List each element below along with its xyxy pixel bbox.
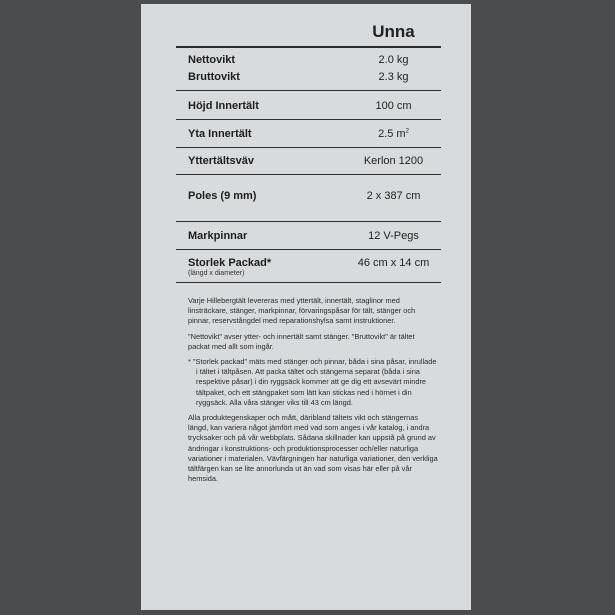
- divider: [176, 174, 441, 175]
- label-poles: Poles (9 mm): [188, 190, 257, 202]
- spec-sheet: [141, 4, 471, 610]
- label-storlek: Storlek Packad*: [188, 257, 272, 269]
- divider: [176, 249, 441, 250]
- divider: [176, 147, 441, 148]
- value-poles: 2 x 387 cm: [366, 190, 421, 202]
- label-hojd: Höjd Innertält: [188, 100, 259, 112]
- label-yttertaltsvav: Yttertältsväv: [188, 155, 255, 167]
- value-bruttovikt: 2.3 kg: [378, 71, 409, 83]
- value-markpinnar: 12 V-Pegs: [368, 230, 419, 242]
- divider: [176, 90, 441, 91]
- paragraph-disclaimer: Alla produktegenskaper och mått, däribland tältets vikt och stängernas längd, kan variera något jämfört med vad som anges i vår katalog, i andra trycksaker och på vår webbplats. Sådana skillnader kan uppstå på grund av ändringar i konstruktions- och produktionsprocesser och/eller naturliga variationer i materialen. Vävfärgningen har naturliga variationer, den verkliga tältfärgen kan se lite annorlunda ut än vad som visas här eller på vår hemsida.: [188, 413, 438, 484]
- divider: [176, 282, 441, 283]
- label-bruttovikt: Bruttovikt: [188, 71, 240, 83]
- divider: [176, 119, 441, 120]
- label-storlek-sub: (längd x diameter): [188, 270, 245, 277]
- paragraph-contents: Varje Hillebergtält levereras med yttertält, innertält, staglinor med linsträckare, stänger, markpinnar, förvaringspåsar för tält, stänger och pinnar, reservstångdel med reparationshylsa samt instruktioner.: [188, 296, 416, 326]
- info-text: [188, 296, 438, 489]
- label-yta: Yta Innertält: [188, 128, 252, 140]
- value-yta: 2.5 $m^2$: [378, 128, 409, 140]
- divider: [176, 221, 441, 222]
- value-hojd: 100 cm: [375, 100, 412, 112]
- product-title: Unna: [372, 22, 415, 41]
- value-storlek: 46 cm x 14 cm: [357, 257, 430, 269]
- divider: [176, 46, 441, 48]
- value-yttertaltsvav: Kerlon 1200: [363, 155, 424, 167]
- label-nettovikt: Nettovikt: [188, 54, 236, 66]
- paragraph-packed-note: * "Storlek packad" mäts med stänger och pinnar, båda i sina påsar, inrullade i tältet i tältpåsen. Att packa tältet och stängerna separat (båda i sina respektive påsar) i din ryggsäck kommer att ge dig ett avsevärt mindre tältpaket, och ett stängpaket som lätt kan stickas ned i hörnet i din ryggsäck. Alla våra stänger viks till 43 cm längd.: [188, 357, 437, 407]
- value-nettovikt: 2.0 kg: [378, 54, 409, 66]
- label-markpinnar: Markpinnar: [188, 230, 248, 242]
- paragraph-weight-note: "Nettovikt" avser ytter- och innertält samt stänger. "Bruttovikt" är tältet packat med allt som ingår.: [188, 331, 415, 351]
